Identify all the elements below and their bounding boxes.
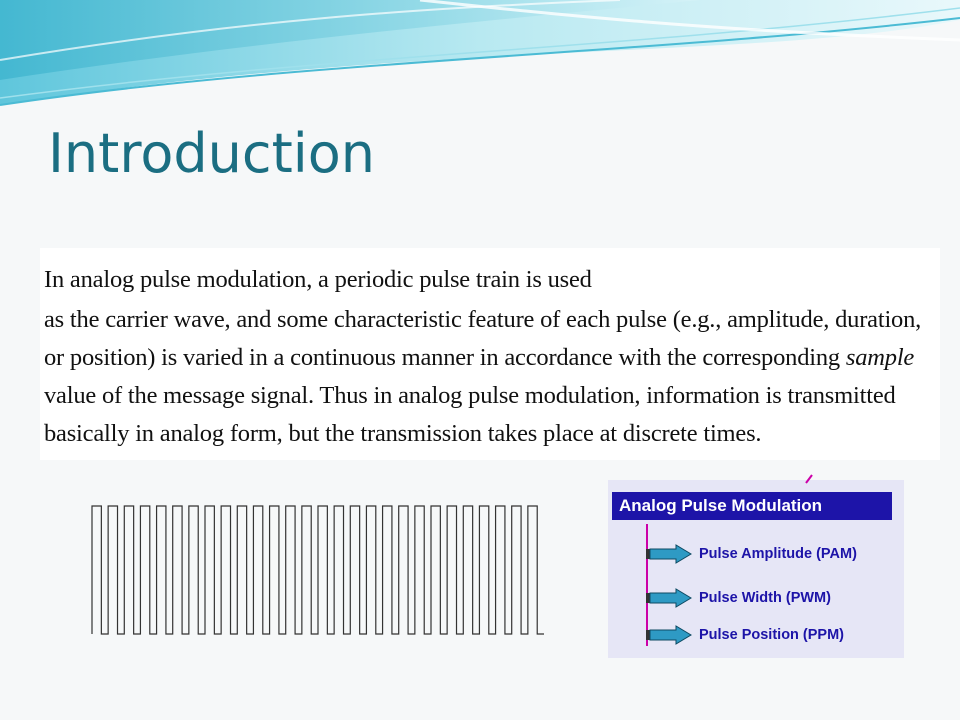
pulse-train-waveform [92,506,544,634]
apm-diagram [608,480,904,658]
apm-diagram-header: Analog Pulse Modulation [612,492,892,520]
pulse-train-figure [88,502,548,638]
right-arrow-icon [646,625,692,645]
paragraph-line-5: basically in analog form, but the transmission takes place at discrete times. [44,420,762,447]
right-arrow-icon [646,544,692,564]
paragraph-emphasis-word: sample [845,344,915,371]
paragraph-line-1: In analog pulse modulation, a periodic pulse train is used [44,266,592,293]
header-swoosh-decoration [0,0,960,120]
paragraph-line-4: value of the message signal. Thus in analog pulse modulation, information is transmitted [44,382,896,409]
diagram-edge-mark [804,474,814,484]
apm-item-label: Pulse Width (PWM) [699,590,831,606]
right-arrow-icon [646,588,692,608]
paragraph-line-3 [44,344,914,372]
paragraph-line-2: as the carrier wave, and some characteristic feature of each pulse (e.g., amplitude, duration, [44,306,922,333]
slide-title: Introduction [48,122,376,185]
scanned-paragraph [40,248,940,460]
paragraph-line-3-text: or position) is varied in a continuous manner in accordance with the corresponding [44,344,846,371]
apm-item-label: Pulse Amplitude (PAM) [699,546,857,562]
apm-item-label: Pulse Position (PPM) [699,627,845,643]
